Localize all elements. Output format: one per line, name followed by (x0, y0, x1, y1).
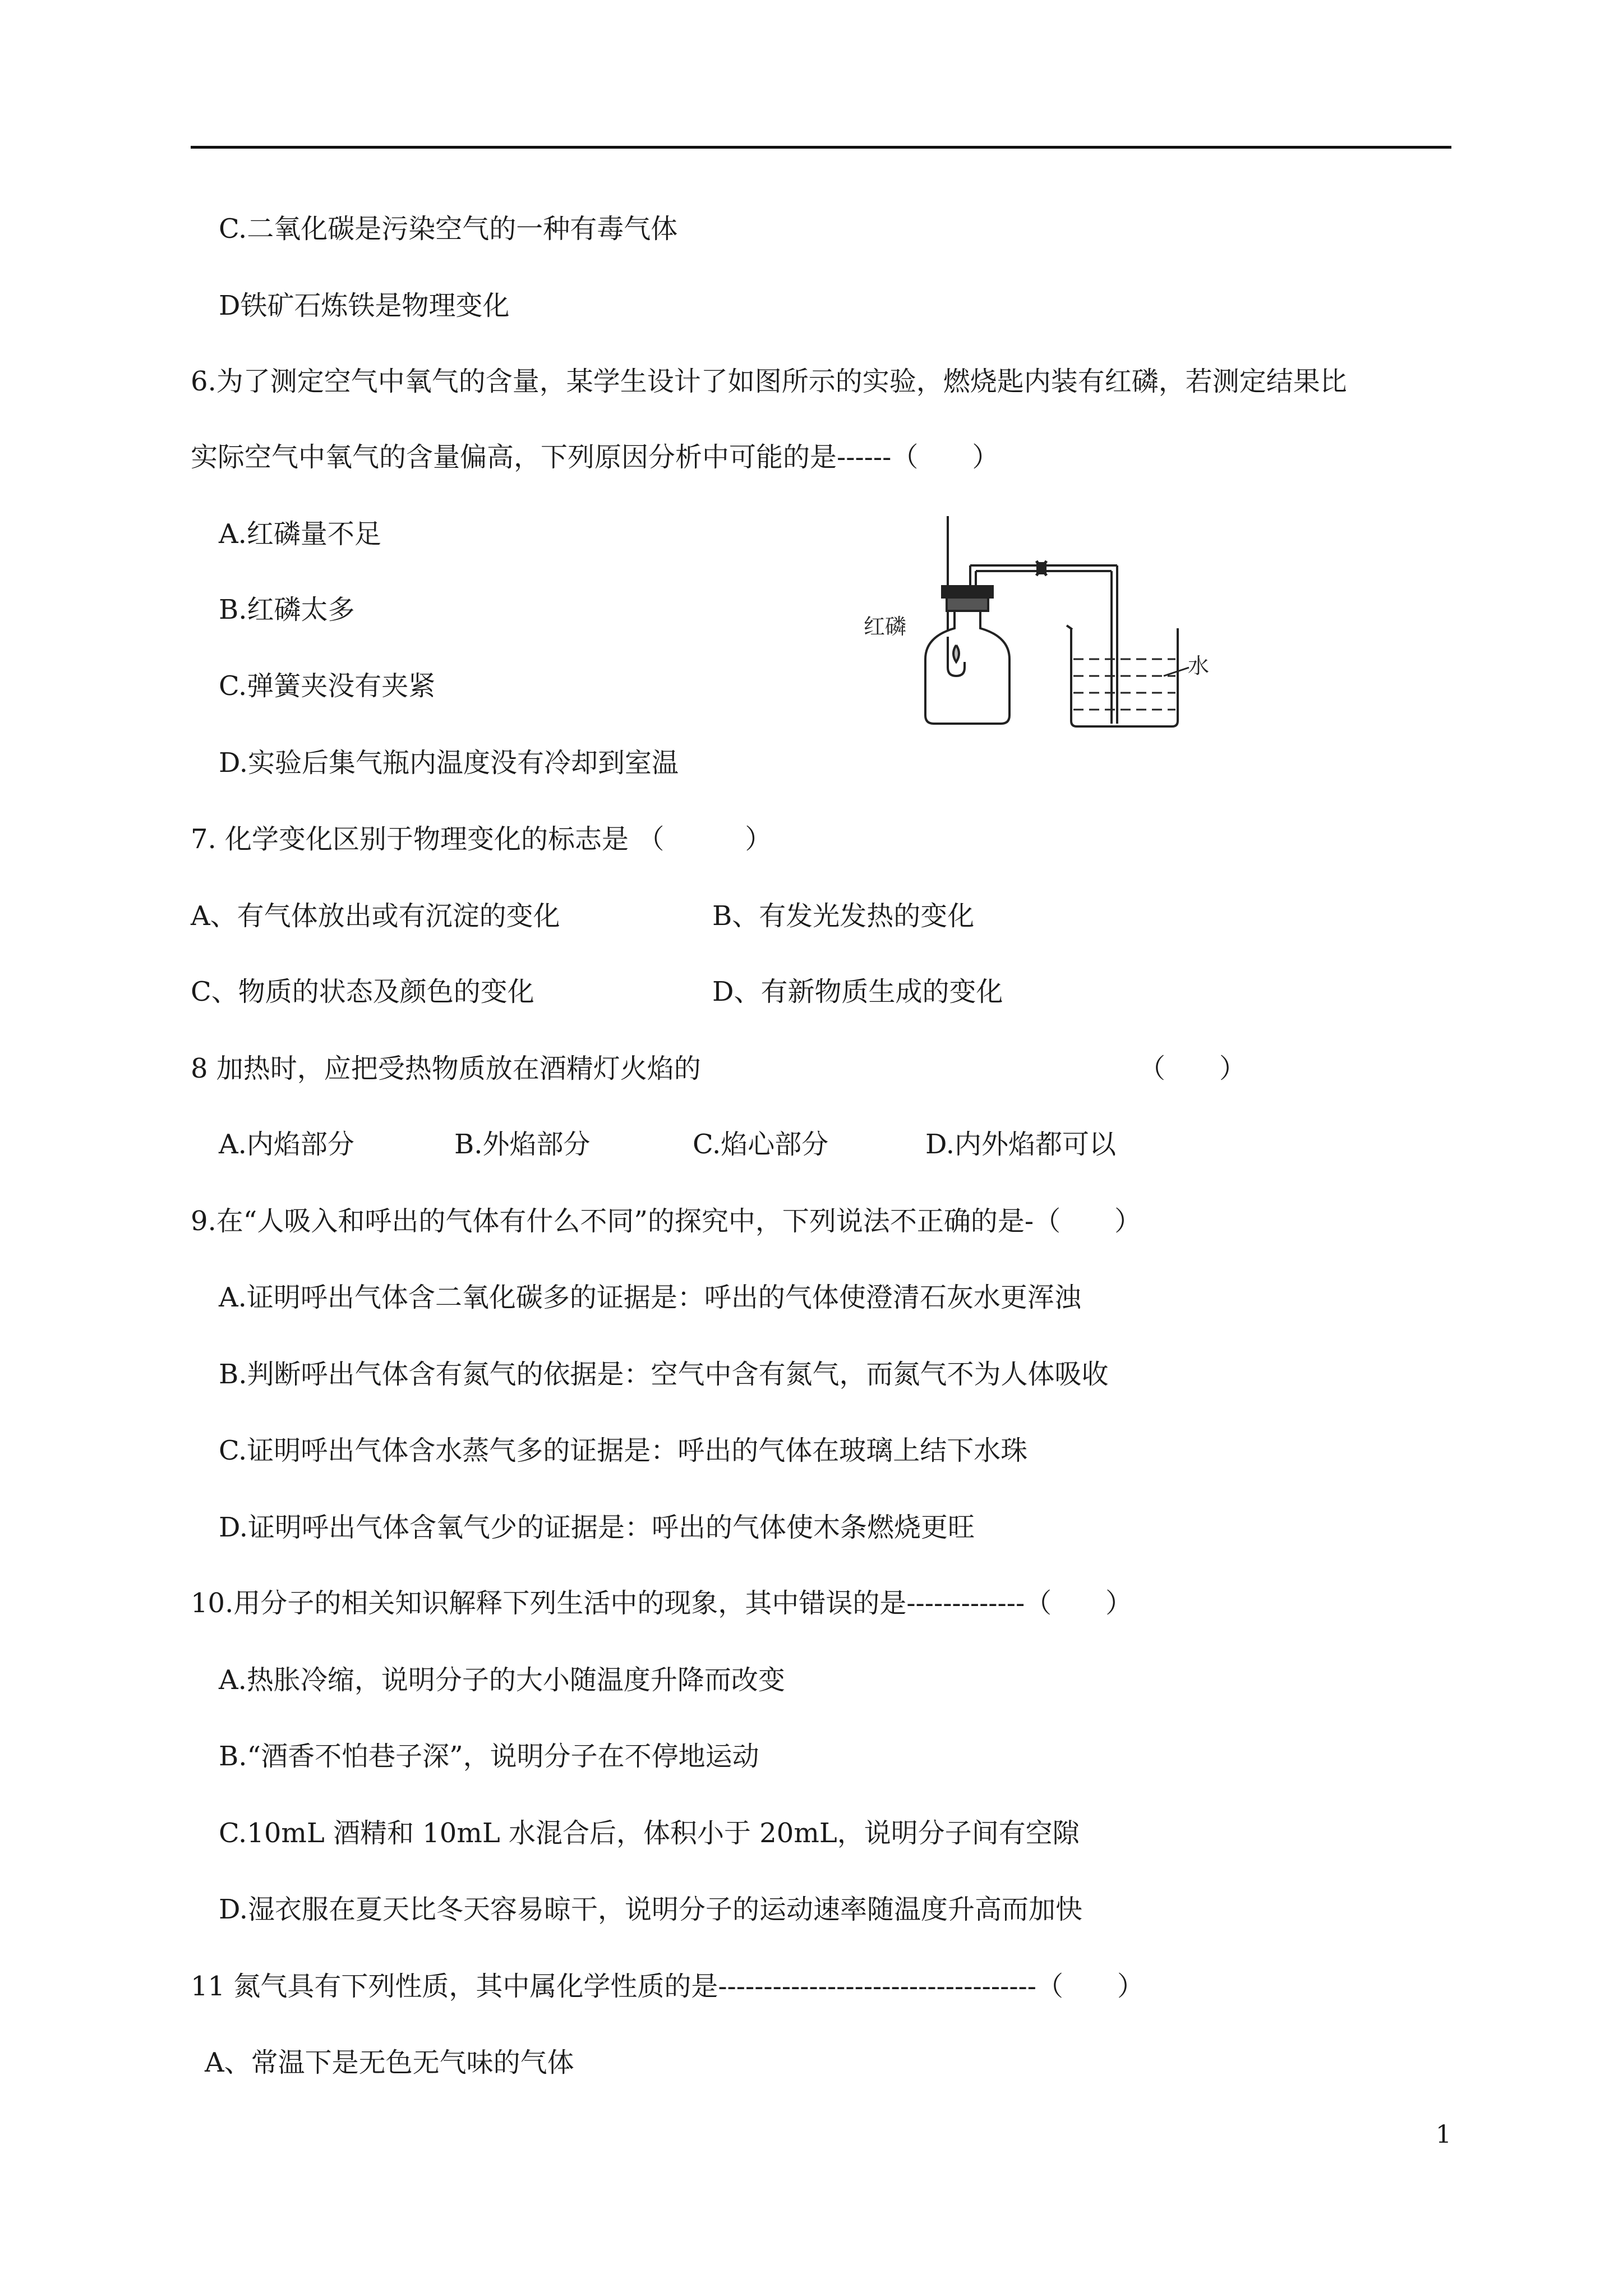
q10-stem: 10.用分子的相关知识解释下列生活中的现象，其中错误的是-------------（ ） (191, 1588, 1133, 1619)
q6-option-c: C.弹簧夹没有夹紧 (219, 670, 436, 702)
label-red-phosphorus: 红磷 (864, 614, 907, 639)
page-number: 1 (1436, 2120, 1451, 2149)
q5-option-c: C.二氧化碳是污染空气的一种有毒气体 (219, 213, 678, 245)
q10-option-a: A.热胀冷缩，说明分子的大小随温度升降而改变 (219, 1664, 785, 1696)
q7-option-b: B、有发光发热的变化 (712, 900, 975, 932)
q10-option-c: C.10mL 酒精和 10mL 水混合后，体积小于 20mL，说明分子间有空隙 (219, 1818, 1080, 1849)
q8-stem: 8 加热时，应把受热物质放在酒精灯火焰的 (191, 1053, 701, 1084)
q6-stem-line2: 实际空气中氧气的含量偏高，下列原因分析中可能的是------（ ） (191, 441, 999, 473)
header-rule (191, 146, 1451, 149)
q9-option-b: B.判断呼出气体含有氮气的依据是：空气中含有氮气，而氮气不为人体吸收 (219, 1359, 1109, 1390)
q6-option-a: A.红磷量不足 (219, 518, 381, 550)
q6-option-b: B.红磷太多 (219, 594, 355, 625)
q8-option-a: A.内焰部分 (219, 1129, 354, 1160)
q7-option-c: C、物质的状态及颜色的变化 (191, 976, 534, 1007)
q10-option-d: D.湿衣服在夏天比冬天容易晾干，说明分子的运动速率随温度升高而加快 (219, 1894, 1083, 1925)
q10-option-b: B.“酒香不怕巷子深”，说明分子在不停地运动 (219, 1741, 759, 1772)
q6-stem-line1: 6.为了测定空气中氧气的含量，某学生设计了如图所示的实验，燃烧匙内装有红磷，若测定结果比 (191, 366, 1347, 397)
q11-option-a: A、常温下是无色无气味的气体 (205, 2047, 574, 2078)
q6-option-d: D.实验后集气瓶内温度没有冷却到室温 (219, 747, 679, 779)
q7-option-a: A、有气体放出或有沉淀的变化 (191, 900, 560, 932)
q7-option-d: D、有新物质生成的变化 (712, 976, 1003, 1007)
q9-stem: 9.在“人吸入和呼出的气体有什么不同”的探究中，下列说法不正确的是-（ ） (191, 1205, 1142, 1237)
q9-option-d: D.证明呼出气体含氧气少的证据是：呼出的气体使木条燃烧更旺 (219, 1512, 975, 1543)
q9-option-a: A.证明呼出气体含二氧化碳多的证据是：呼出的气体使澄清石灰水更浑浊 (219, 1282, 1081, 1313)
q8-option-b: B.外焰部分 (454, 1129, 591, 1160)
q9-option-c: C.证明呼出气体含水蒸气多的证据是：呼出的气体在玻璃上结下水珠 (219, 1435, 1028, 1466)
q8-option-c: C.焰心部分 (693, 1129, 829, 1160)
q7-stem: 7. 化学变化区别于物理变化的标志是 （ ） (191, 823, 772, 855)
q8-option-d: D.内外焰都可以 (925, 1129, 1117, 1160)
label-water: 水 (1188, 654, 1210, 678)
q8-answer-bracket: （ ） (1138, 1053, 1247, 1084)
q5-option-d: D铁矿石炼铁是物理变化 (219, 290, 510, 321)
q11-stem: 11 氮气具有下列性质，其中属化学性质的是-----------------------------------（ ） (191, 1971, 1144, 2002)
experiment-diagram (858, 505, 1210, 740)
